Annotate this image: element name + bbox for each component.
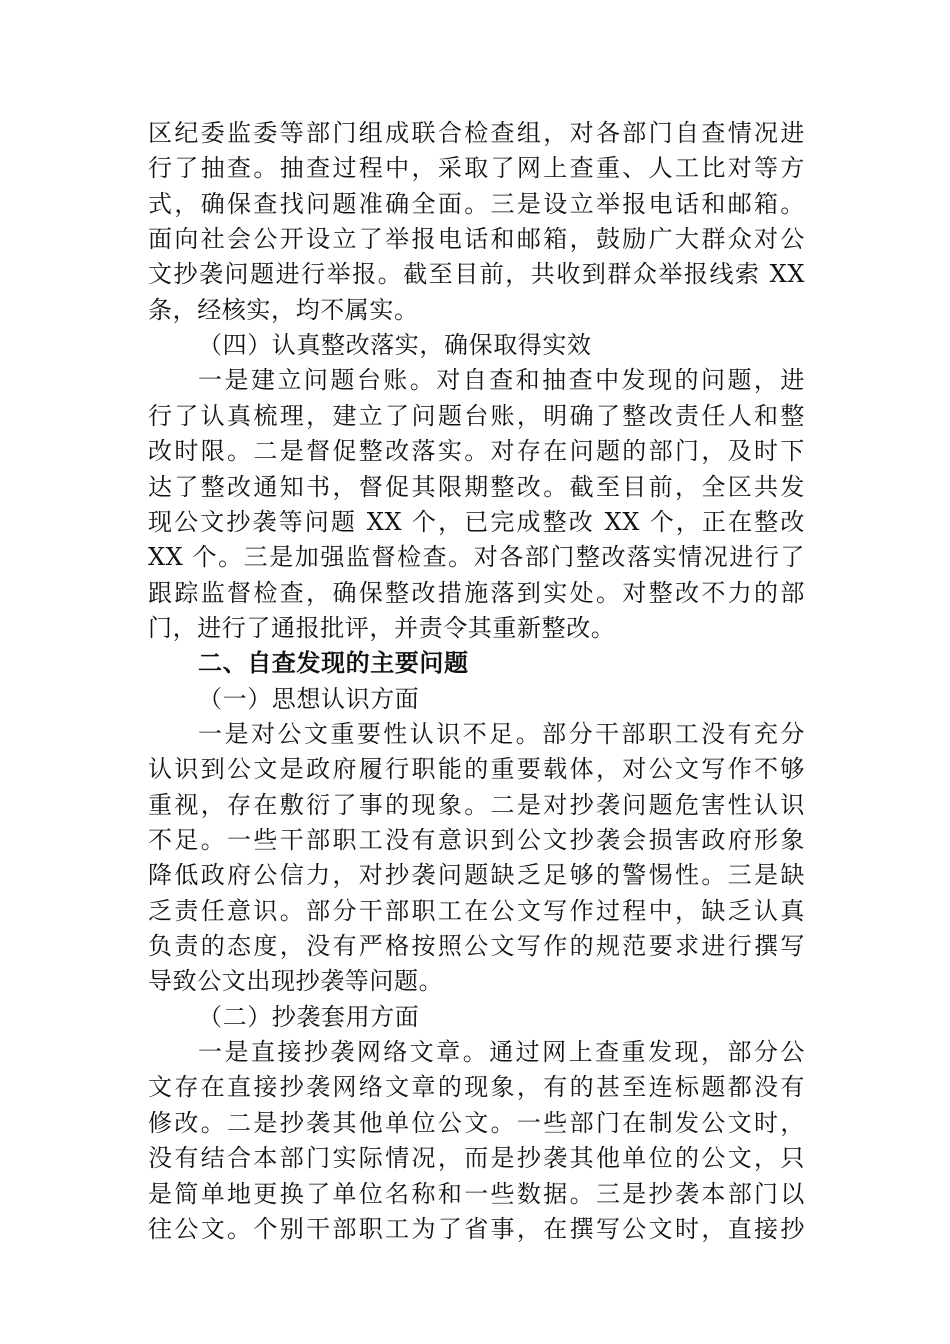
body-text-line: 门，进行了通报批评，并责令其重新整改。 bbox=[148, 613, 616, 642]
subsection-heading: （四）认真整改落实，确保取得实效 bbox=[198, 331, 592, 360]
paragraph-first-line: 一是建立问题台账。对自查和抽查中发现的问题，进 bbox=[198, 366, 805, 395]
body-text-line: 认识到公文是政府履行职能的重要载体，对公文写作不够 bbox=[148, 755, 805, 784]
body-text-line: 文抄袭问题进行举报。截至目前，共收到群众举报线索 XX bbox=[148, 260, 805, 289]
paragraph-first-line: 一是直接抄袭网络文章。通过网上查重发现，部分公 bbox=[198, 1038, 805, 1067]
section-heading: 二、自查发现的主要问题 bbox=[198, 649, 469, 678]
body-text-line: 达了整改通知书，督促其限期整改。截至目前，全区共发 bbox=[148, 472, 805, 501]
paragraph-first-line: 一是对公文重要性认识不足。部分干部职工没有充分 bbox=[198, 719, 805, 748]
body-text-line: 行了抽查。抽查过程中，采取了网上查重、人工比对等方 bbox=[148, 154, 805, 183]
body-text-line: 面向社会公开设立了举报电话和邮箱，鼓励广大群众对公 bbox=[148, 225, 805, 254]
body-text-line: 重视，存在敷衍了事的现象。二是对抄袭问题危害性认识 bbox=[148, 790, 805, 819]
body-text-line: 区纪委监委等部门组成联合检查组，对各部门自查情况进 bbox=[148, 119, 805, 147]
body-text-line: 导致公文出现抄袭等问题。 bbox=[148, 967, 444, 996]
body-text-line: 跟踪监督检查，确保整改措施落到实处。对整改不力的部 bbox=[148, 578, 805, 607]
body-text-line: 降低政府公信力，对抄袭问题缺乏足够的警惕性。三是缺 bbox=[148, 861, 805, 890]
body-text-line: 往公文。个别干部职工为了省事，在撰写公文时，直接抄 bbox=[148, 1214, 805, 1243]
body-text-line: 负责的态度，没有严格按照公文写作的规范要求进行撰写 bbox=[148, 932, 805, 961]
body-text-line: 修改。二是抄袭其他单位公文。一些部门在制发公文时， bbox=[148, 1108, 805, 1137]
body-text-line: 文存在直接抄袭网络文章的现象，有的甚至连标题都没有 bbox=[148, 1073, 805, 1102]
body-text-line: 乏责任意识。部分干部职工在公文写作过程中，缺乏认真 bbox=[148, 896, 805, 925]
body-text-line: 是简单地更换了单位名称和一些数据。三是抄袭本部门以 bbox=[148, 1179, 805, 1208]
body-text-line: XX 个。三是加强监督检查。对各部门整改落实情况进行了 bbox=[148, 543, 805, 572]
body-text-line: 式，确保查找问题准确全面。三是设立举报电话和邮箱。 bbox=[148, 189, 805, 218]
subsection-heading: （二）抄袭套用方面 bbox=[198, 1002, 420, 1031]
subsection-heading: （一）思想认识方面 bbox=[198, 684, 420, 713]
body-text-line: 没有结合本部门实际情况，而是抄袭其他单位的公文，只 bbox=[148, 1144, 805, 1173]
body-text-line: 条，经核实，均不属实。 bbox=[148, 295, 419, 324]
body-text-line: 行了认真梳理，建立了问题台账，明确了整改责任人和整 bbox=[148, 401, 805, 430]
body-text-line: 不足。一些干部职工没有意识到公文抄袭会损害政府形象 bbox=[148, 826, 805, 854]
body-text-line: 改时限。二是督促整改落实。对存在问题的部门，及时下 bbox=[148, 437, 805, 466]
body-text-line: 现公文抄袭等问题 XX 个，已完成整改 XX 个，正在整改 bbox=[148, 507, 805, 536]
